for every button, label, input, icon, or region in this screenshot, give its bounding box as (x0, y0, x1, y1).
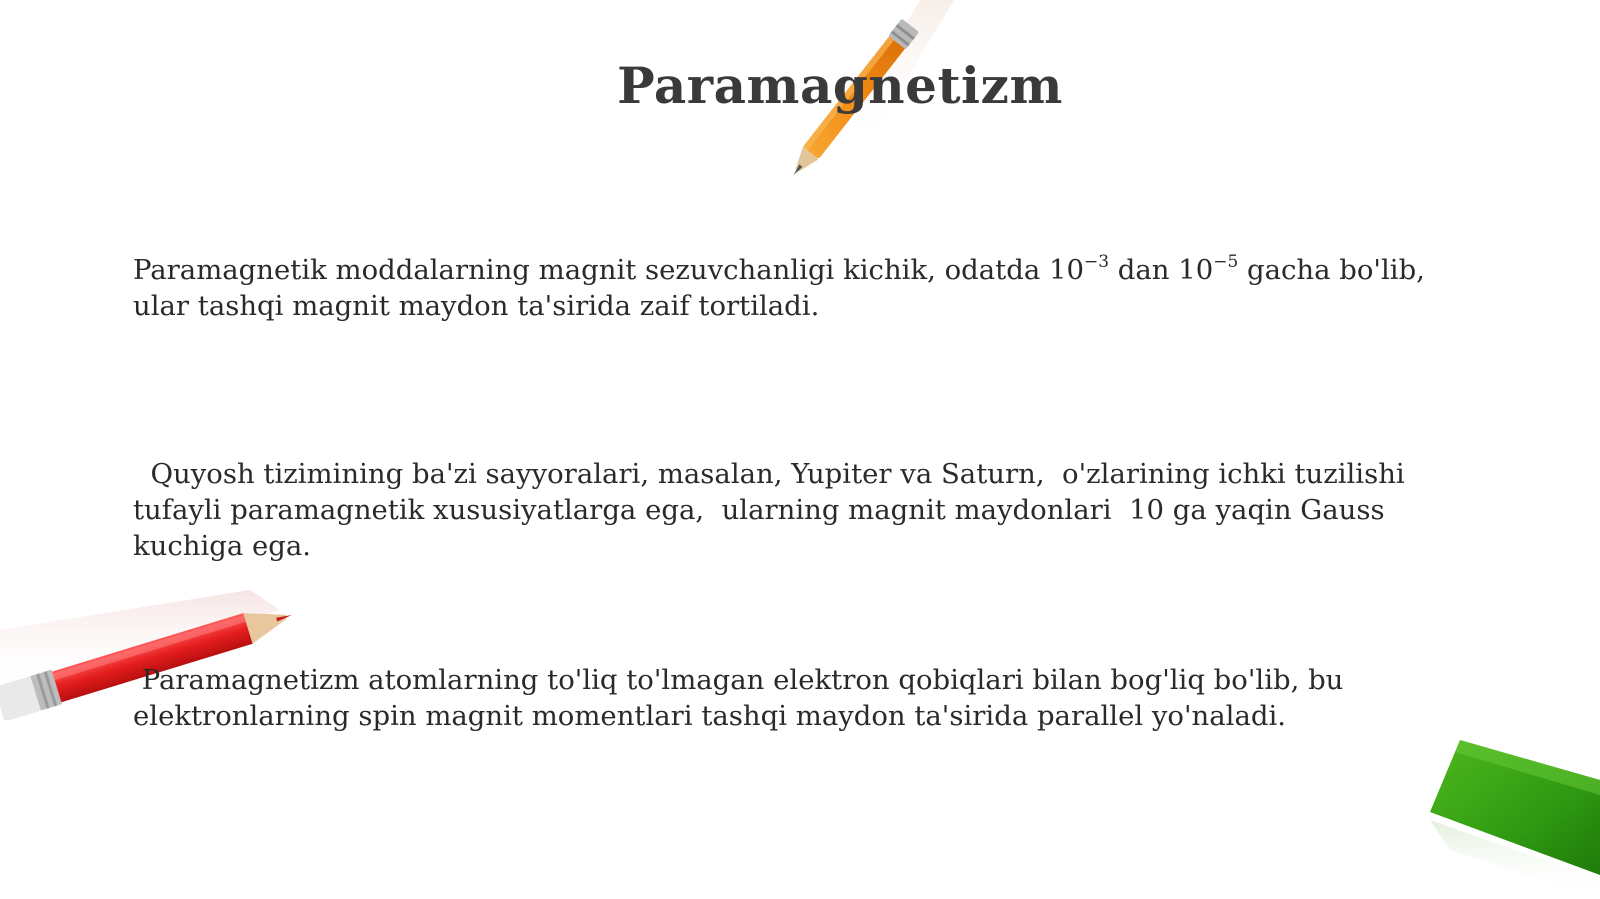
slide-title: Paramagnetizm (617, 56, 1063, 115)
paragraph-1-text-a: Paramagnetik moddalarning magnit sezuvchanligi kichik, odatda 10 (133, 254, 1084, 286)
paragraph-1-text-b: dan 10 (1109, 254, 1214, 286)
paragraph-electron-shells: Paramagnetizm atomlarning to'liq to'lmagan elektron qobiqlari bilan bog'liq bo'lib, bu elektronlarning spin magnit momentlari tashqi maydon ta'sirida parallel yo'naladi. (133, 664, 1353, 732)
superscript-minus-3: −3 (1083, 251, 1110, 272)
paragraph-1-text-c: gacha bo'lib, ular tashqi magnit maydon ta'sirida zaif tortiladi. (133, 254, 1425, 322)
green-pencil-icon (1430, 740, 1600, 899)
paragraph-paramagnetic-susceptibility (133, 252, 1473, 324)
paragraph-planets: Quyosh tizimining ba'zi sayyoralari, masalan, Yupiter va Saturn, o'zlarining ichki tuzilishi tufayli paramagnetik xususiyatlarga ega, ularning magnit maydonlari 10 ga yaqin Gauss kuchiga ega. (133, 458, 1414, 562)
superscript-minus-5: −5 (1213, 251, 1239, 272)
